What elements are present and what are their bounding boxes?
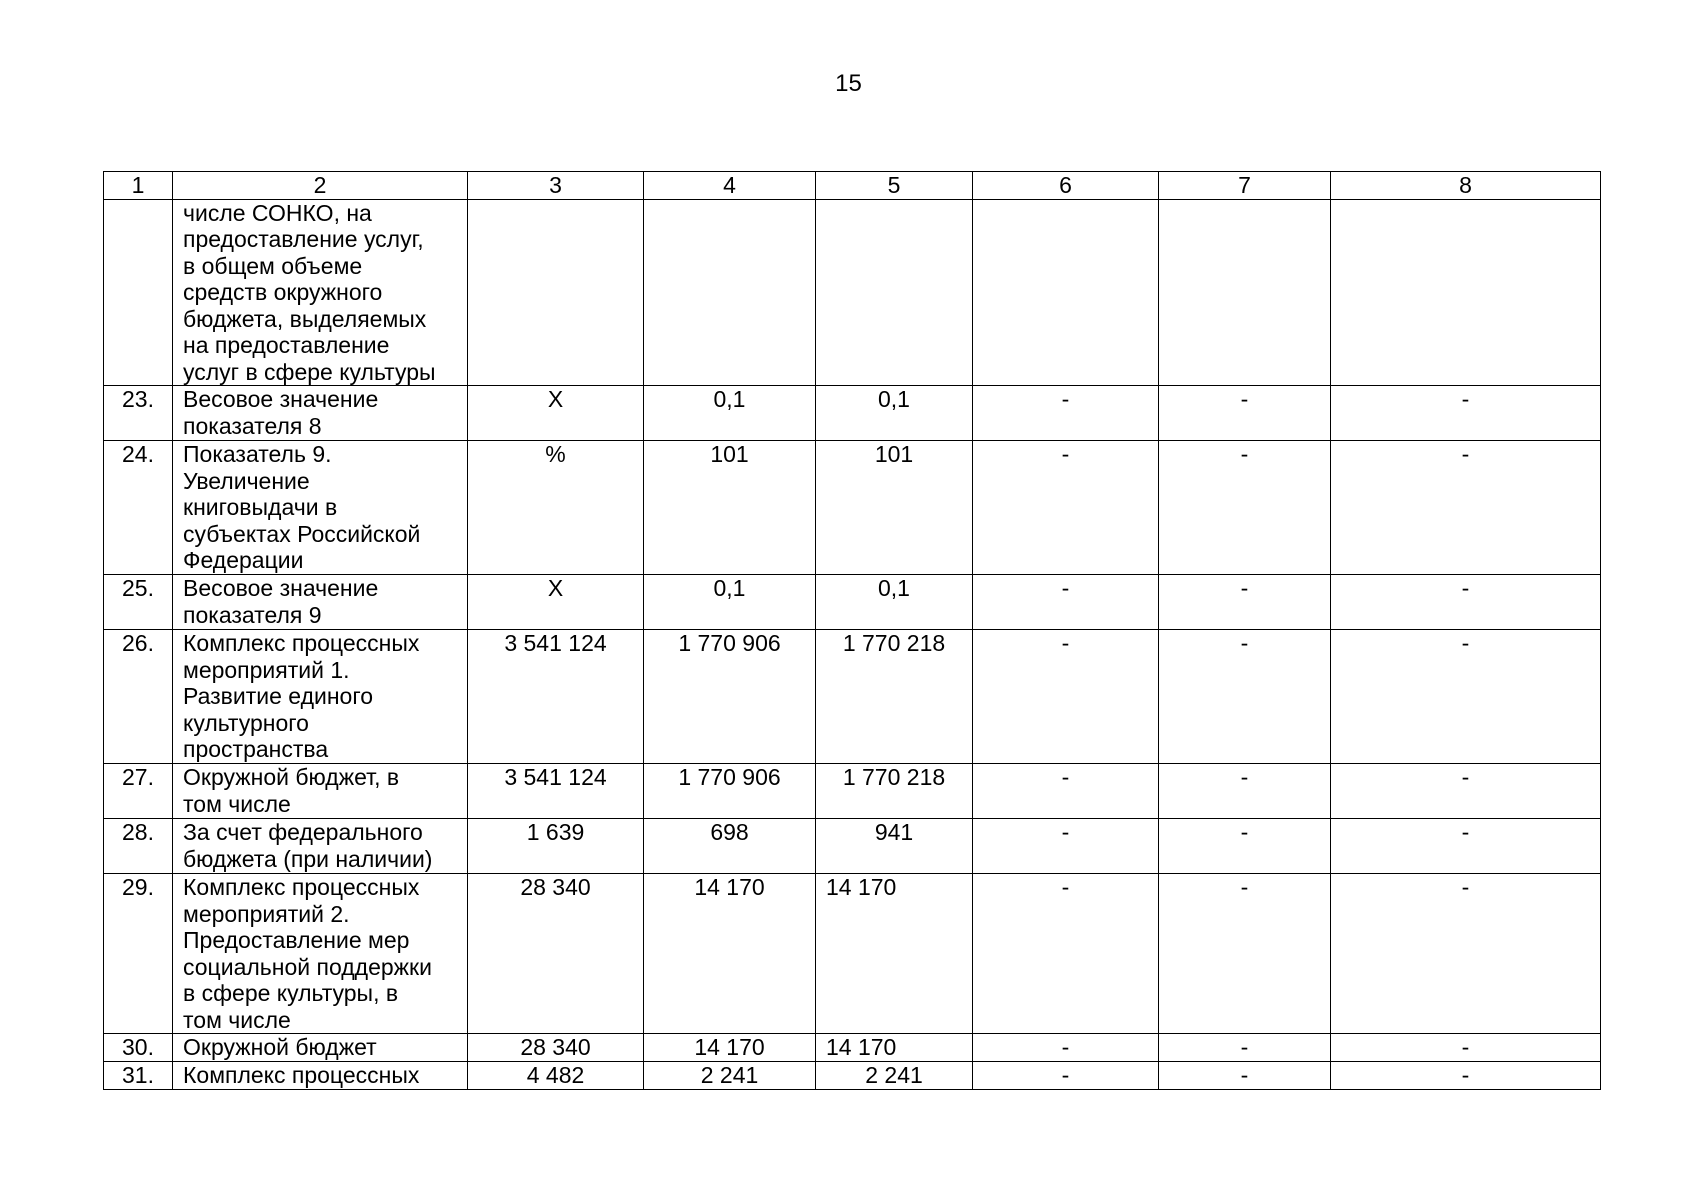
cell-col4: 0,1 (644, 575, 816, 630)
row-name: Комплекс процессных мероприятий 2. Предоставление мер социальной поддержки в сфере культуры, в том числе (173, 874, 468, 1034)
row-number: 31. (104, 1062, 173, 1090)
cell-col6: - (973, 874, 1159, 1034)
cell-col4: 14 170 (644, 874, 816, 1034)
cell-col8: - (1331, 386, 1601, 441)
cell-col3: Х (468, 386, 644, 441)
row-name: За счет федерального бюджета (при наличии) (173, 819, 468, 874)
cell-col8: - (1331, 764, 1601, 819)
cell-col6: - (973, 441, 1159, 575)
cell-col6: - (973, 1062, 1159, 1090)
cell-col5: 14 170 (816, 874, 973, 1034)
row-number: 23. (104, 386, 173, 441)
column-header: 5 (816, 172, 973, 200)
cell-col3: 3 541 124 (468, 764, 644, 819)
cell-col8: - (1331, 819, 1601, 874)
cell-col7 (1159, 199, 1331, 386)
column-header: 3 (468, 172, 644, 200)
table-row (104, 441, 1601, 575)
cell-col6: - (973, 386, 1159, 441)
row-number: 29. (104, 874, 173, 1034)
cell-col3: % (468, 441, 644, 575)
cell-col8 (1331, 199, 1601, 386)
cell-col7: - (1159, 1062, 1331, 1090)
cell-col8: - (1331, 1062, 1601, 1090)
column-header: 4 (644, 172, 816, 200)
row-number: 28. (104, 819, 173, 874)
row-name: Весовое значение показателя 8 (173, 386, 468, 441)
cell-col5: 101 (816, 441, 973, 575)
row-name: числе СОНКО, на предоставление услуг, в общем объеме средств окружного бюджета, выделяемых на предоставление услуг в сфере культуры (173, 199, 468, 386)
cell-col7: - (1159, 386, 1331, 441)
row-name: Окружной бюджет, в том числе (173, 764, 468, 819)
row-number: 25. (104, 575, 173, 630)
cell-col8: - (1331, 575, 1601, 630)
cell-col4: 2 241 (644, 1062, 816, 1090)
table-row (104, 386, 1601, 441)
cell-col5: 1 770 218 (816, 764, 973, 819)
cell-col6: - (973, 764, 1159, 819)
row-number: 26. (104, 630, 173, 764)
cell-col3: 28 340 (468, 1034, 644, 1062)
cell-col4: 1 770 906 (644, 630, 816, 764)
cell-col4: 14 170 (644, 1034, 816, 1062)
cell-col6: - (973, 1034, 1159, 1062)
table-row (104, 764, 1601, 819)
cell-col6 (973, 199, 1159, 386)
cell-col5: 14 170 (816, 1034, 973, 1062)
cell-col4: 1 770 906 (644, 764, 816, 819)
cell-col8: - (1331, 874, 1601, 1034)
cell-col4: 101 (644, 441, 816, 575)
cell-col8: - (1331, 441, 1601, 575)
cell-col5: 0,1 (816, 386, 973, 441)
row-name: Окружной бюджет (173, 1034, 468, 1062)
cell-col3: 3 541 124 (468, 630, 644, 764)
table-row (104, 819, 1601, 874)
cell-col4: 698 (644, 819, 816, 874)
cell-col7: - (1159, 575, 1331, 630)
column-header: 1 (104, 172, 173, 200)
cell-col7: - (1159, 441, 1331, 575)
cell-col7: - (1159, 874, 1331, 1034)
cell-col6: - (973, 575, 1159, 630)
cell-col7: - (1159, 1034, 1331, 1062)
cell-col3: Х (468, 575, 644, 630)
cell-col5: 941 (816, 819, 973, 874)
column-header: 7 (1159, 172, 1331, 200)
cell-col3: 28 340 (468, 874, 644, 1034)
cell-col8: - (1331, 1034, 1601, 1062)
table-row (104, 630, 1601, 764)
cell-col5 (816, 199, 973, 386)
table-row (104, 874, 1601, 1034)
cell-col6: - (973, 630, 1159, 764)
cell-col6: - (973, 819, 1159, 874)
row-name: Показатель 9. Увеличение книговыдачи в субъектах Российской Федерации (173, 441, 468, 575)
table-row (104, 199, 1601, 386)
row-number: 24. (104, 441, 173, 575)
row-number: 27. (104, 764, 173, 819)
cell-col5: 2 241 (816, 1062, 973, 1090)
row-name: Комплекс процессных мероприятий 1. Развитие единого культурного пространства (173, 630, 468, 764)
cell-col7: - (1159, 764, 1331, 819)
cell-col4: 0,1 (644, 386, 816, 441)
row-number (104, 199, 173, 386)
column-header: 8 (1331, 172, 1601, 200)
row-number: 30. (104, 1034, 173, 1062)
row-name: Весовое значение показателя 9 (173, 575, 468, 630)
column-header: 6 (973, 172, 1159, 200)
cell-col3: 4 482 (468, 1062, 644, 1090)
header-row (104, 172, 1601, 200)
table-row (104, 1062, 1601, 1090)
cell-col3: 1 639 (468, 819, 644, 874)
cell-col7: - (1159, 819, 1331, 874)
page-number: 15 (835, 70, 862, 97)
table-row (104, 575, 1601, 630)
cell-col3 (468, 199, 644, 386)
cell-col7: - (1159, 630, 1331, 764)
cell-col4 (644, 199, 816, 386)
data-table (103, 171, 1601, 1090)
cell-col8: - (1331, 630, 1601, 764)
row-name: Комплекс процессных (173, 1062, 468, 1090)
table-row (104, 1034, 1601, 1062)
cell-col5: 0,1 (816, 575, 973, 630)
cell-col5: 1 770 218 (816, 630, 973, 764)
column-header: 2 (173, 172, 468, 200)
